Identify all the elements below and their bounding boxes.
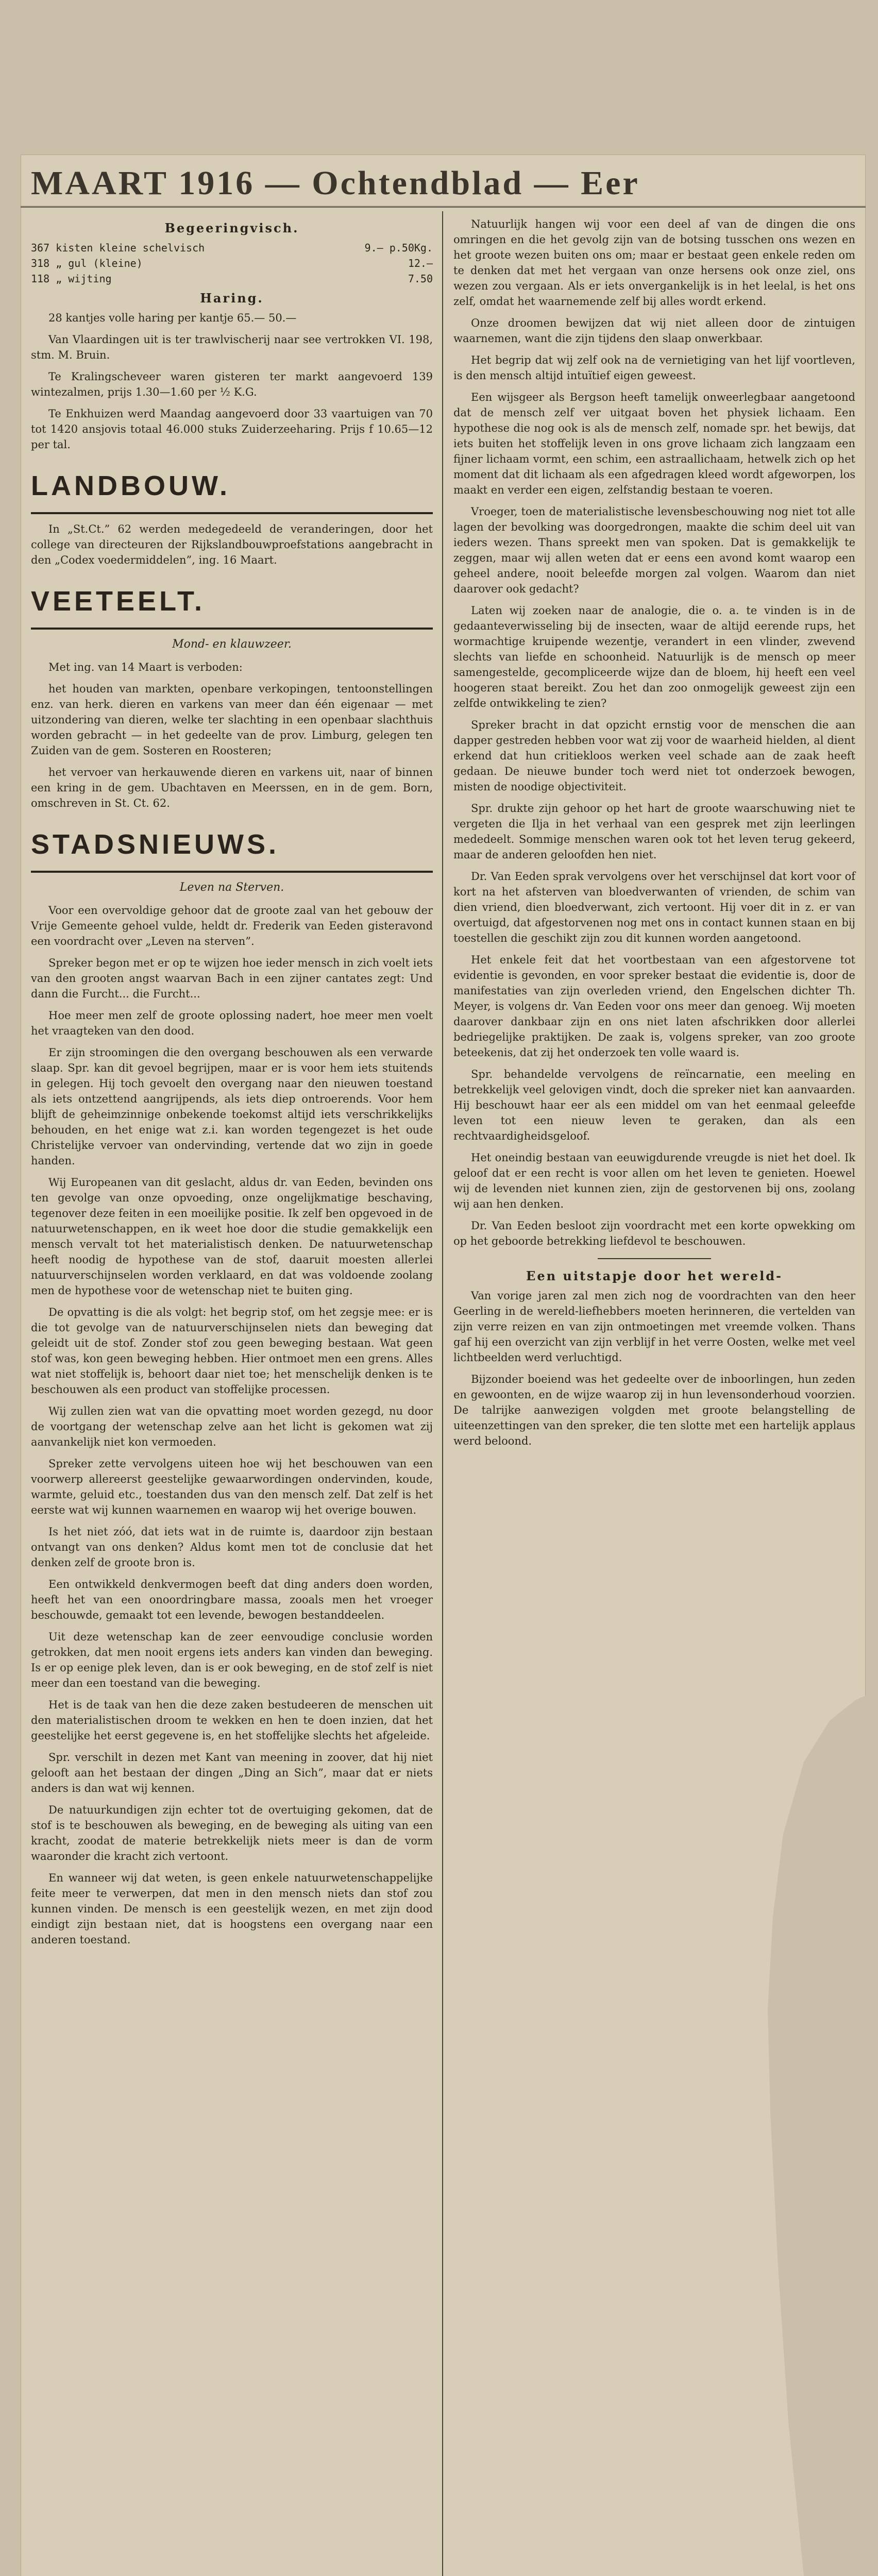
article-paragraph: Is het niet zóó, dat iets wat in de ruimte is, daardoor zijn bestaan ontvangt van ons denken? Aldus komt men tot de conclusie dat het denken zelf de groote bron is.	[31, 1526, 433, 1569]
market-paragraph: Te Kralingscheveer waren gisteren ter markt aangevoerd 139 wintezalmen, prijs 1.30—1.60 per ½ K.G.	[31, 370, 433, 398]
masthead-title: MAART 1916 — Ochtendblad — Eer	[31, 164, 640, 202]
article-paragraph: Spreker bracht in dat opzicht ernstig voor de menschen die aan dapper gestreden hebben voor wat zij voor de waarheid hielden, al dient erkend dat hun critiekloos werken veel schade aan de zaak heeft gedaan. De nieuwe bunder toch werd niet tot onderzoek bewogen, misten de noodige objectiviteit.	[453, 719, 855, 793]
veeteelt-paragraph: het houden van markten, openbare verkopingen, tentoonstellingen enz. van herk. dieren en varkens van meer dan één eigenaar — met uitzondering van dieren, welke ter slachting in een openbaar slachthuis worden gebracht — in het gedeelte van de prov. Limburg, gelegen ten Zuiden van de gem. Sosteren en Roosteren;	[31, 683, 433, 757]
article-paragraph: De natuurkundigen zijn echter tot de overtuiging gekomen, dat de stof is te beschouwen als beweging, en de beweging als uiting van een kracht, zoodat de materie betrekkelijk niets meer is dan de vorm waaronder die kracht zich vertoont.	[31, 1804, 433, 1862]
masthead	[21, 155, 866, 208]
market-row	[31, 256, 433, 271]
article-paragraph: De opvatting is die als volgt: het begrip stof, om het zegsje mee: er is die tot gevolge van de natuurverschijnselen niets dan beweging dat geleidt uit de stof. Zonder stof zou geen beweging bestaan. Wat geen stof was, kon geen beweging hebben. Hier ontmoet men een grens. Alles wat niet stoffelijk is, behoort daar niet toe; het menschelijk denken is te beschouwen als een product van stoffelijke processen.	[31, 1306, 433, 1396]
market-row-price: 9.— p.50Kg.	[364, 242, 433, 254]
section-subtitle: Mond- en klauwzeer.	[172, 638, 292, 651]
article-paragraph: Het is de taak van hen die deze zaken bestudeeren de menschen uit den materialistischen droom te wekken en hen te doen inzien, dat het geestelijke het eerst gegevene is, en het stoffelijke slechts het afgeleide.	[31, 1699, 433, 1742]
market-row-qty: 318 „ gul (kleine)	[31, 257, 143, 269]
market-row-qty: 118 „ wijting	[31, 273, 112, 285]
heading-rule	[31, 871, 433, 873]
article-paragraph: Voor een overvoldige gehoor dat de groote zaal van het gebouw der Vrije Gemeente gehoel vulde, heldt dr. Frederik van Eeden gisteravond een voordracht over „Leven na sterven”.	[31, 904, 433, 947]
article-paragraph: Een ontwikkeld denkvermogen beeft dat ding anders doen worden, heeft het van een onoordringbare massa, zooals men het vroeger beschouwde, gemaakt tot een levende, bewogen bestanddeelen.	[31, 1578, 433, 1621]
article-paragraph: Spr. drukte zijn gehoor op het hart de groote waarschuwing niet te vergeten die Ilja in het verhaal van een gesprek met zijn leerlingen mededeelt. Sommige menschen waren ook tot het leven terug gekeerd, maar de anderen geloofden hen niet.	[453, 802, 855, 861]
market-paragraph: Te Enkhuizen werd Maandag aangevoerd door 33 vaartuigen van 70 tot 1420 ansjovis totaal 46.000 stuks Zuiderzeeharing. Prijs f 10.65—12 per tal.	[31, 408, 433, 451]
market-row-price: 7.50	[408, 273, 433, 285]
market-row-price: 12.—	[408, 257, 433, 269]
article-paragraph: Laten wij zoeken naar de analogie, die o. a. te vinden is in de gedaanteverwisseling bij de insecten, waar de altijd eerende rups, het wormachtige kruipende wezentje, verandert in een vlinder, zwevend slechts van liefde en schoonheid. Natuurlijk is de mensch op meer samengestelde, gecompliceerde wijze dan de bloem, hij heeft een veel hoogeren staat bereikt. Zou het dan zoo onmogelijk geweest zijn een zelfde ontwikkeling te zien?	[453, 604, 855, 709]
market-paragraph: Van Vlaardingen uit is ter trawlvischerij naar see vertrokken VI. 198, stm. M. Bruin.	[31, 333, 433, 361]
article-paragraph: Uit deze wetenschap kan de zeer eenvoudige conclusie worden getrokken, dat men nooit ergens iets anders kan vinden dan beweging. Is er op eenige plek leven, dan is er ook beweging, en de stof zelf is niet meer dan een toestand van die beweging.	[31, 1631, 433, 1689]
uitstapje-paragraph: Bijzonder boeiend was het gedeelte over de inboorlingen, hun zeden en gewoonten, en de wijze waarop zij in hun levensonderhoud voorzien. De talrijke aanwezigen volgden met groote belangstelling de uiteenzettingen van den spreker, die ten slotte met een hartelijk applaus werd beloond.	[453, 1373, 855, 1447]
haring-text: 28 kantjes volle haring per kantje 65.— 50.—	[48, 312, 297, 324]
section-heading: VEETEELT.	[31, 586, 206, 617]
article-paragraph: Hoe meer men zelf de groote oplossing nadert, hoe meer men voelt het vraagteken van den dood.	[31, 1009, 433, 1037]
market-reports	[31, 221, 433, 452]
column-divider	[442, 211, 443, 2576]
heading-rule	[31, 628, 433, 630]
landbouw-text: In „St.Ct.” 62 werden medegedeeld de veranderingen, door het college van directeuren der Rijkslandbouwproefstations aangebracht in den „Codex voedermiddelen”, ing. 16 Maart.	[31, 523, 433, 566]
uitstapje-paragraph: Van vorige jaren zal men zich nog de voordrachten van den heer Geerling in de wereld-liefhebbers moeten herinneren, die vertelden van zijn verre reizen en van zijn ontmoetingen met vreemde volken. Thans gaf hij een overzicht van zijn verblijf in het verre Oosten, welke met veel lichtbeelden werd verluchtigd.	[453, 1290, 855, 1364]
veeteelt-paragraph: Met ing. van 14 Maart is verboden:	[48, 661, 243, 673]
section-landbouw	[31, 468, 433, 568]
newspaper-clipping	[21, 155, 866, 2576]
article-paragraph: Spreker zette vervolgens uiteen hoe wij het beschouwen van een voorwerp allereerst geestelijke gewaarwordingen ondervinden, koude, warmte, geluid etc., toestanden dus van den mensch zelf. Dat zelf is het eerste wat wij kunnen waarnemen en waarop wij het overige bouwen.	[31, 1458, 433, 1516]
article-paragraph: Spr. behandelde vervolgens de reïncarnatie, een meeling en betrekkelijk veel gelovigen vindt, doch die spreker niet kan aanvaarden. Hij beschouwt haar eer als een middel om van het eenmaal geleefde leven tot een nieuw leven te geraken, dan als een rechtvaardigheidsgeloof.	[453, 1068, 855, 1142]
section-veeteelt	[31, 583, 433, 811]
right-column	[453, 216, 855, 1455]
section-heading: STADSNIEUWS.	[31, 829, 280, 860]
article-paragraph: Spr. verschilt in dezen met Kant van meening in zoover, dat hij niet gelooft aan het bestaan der dingen „Ding an Sich”, maar dat er niets anders is dan wat wij kennen.	[31, 1751, 433, 1794]
article-paragraph: En wanneer wij dat weten, is geen enkele natuurwetenschappelijke feite meer te verwerpen, dat men in den mensch niets dan stof zou kunnen vinden. De mensch is een geestelijk wezen, en met zijn dood eindigt zijn bestaan niet, dat is hoogstens een overgang naar een anderen toestand.	[31, 1872, 433, 1946]
article-separator	[598, 1258, 711, 1259]
article-paragraph: Spreker begon met er op te wijzen hoe ieder mensch in zich voelt iets van den grooten angst waarvan Bach in een zijner cantates zegt: Und dann die Furcht... die Furcht...	[31, 957, 433, 1000]
article-paragraph: Natuurlijk hangen wij voor een deel af van de dingen die ons omringen en die het gevolg zijn van de botsing tusschen ons wezen en het groote wezen buiten ons om; maar er bestaat geen enkele reden om te denken dat met het vergaan van onze hersens ook onze ziel, ons wezen zou vergaan. Als er iets onvergankelijk is in het leelal, is het ons zelf, omdat het waarnemende zelf bij alles wordt erkend.	[453, 218, 855, 308]
veeteelt-paragraph: het vervoer van herkauwende dieren en varkens uit, naar of binnen een kring in de gem. Ubachtaven en Meerssen, en in de gem. Born, omschreven in St. Ct. 62.	[31, 766, 433, 809]
article-paragraph: Een wijsgeer als Bergson heeft tamelijk onweerlegbaar aangetoond dat de mensch zelf ver uitgaat boven het physiek lichaam. Een hypothese die nog ook is als de mensch zelf, nomade spr. het bewijs, dat iets buiten het stoffelijk leven in ons grove lichaam zich langzaam een fijner lichaam vormt, een schim, een astraallichaam, hetwelk zich op het moment dat dit lichaam als een afgedragen kleed wordt afgeworpen, los maakt en verder een eigen, zelfstandig bestaan te voeren.	[453, 391, 855, 496]
market-row	[31, 240, 433, 256]
article-paragraph: Dr. Van Eeden besloot zijn voordracht met een korte opwekking om op het geboorde betrekking liefdevol te beschouwen.	[453, 1219, 855, 1247]
article-paragraph: Het begrip dat wij zelf ook na de vernietiging van het lijf voortleven, is den mensch altijd intuïtief eigen geweest.	[453, 354, 855, 382]
section-subtitle: Leven na Sterven.	[179, 881, 284, 894]
haring-heading: Haring.	[200, 291, 264, 306]
uitstapje-heading: Een uitstapje door het wereld-	[526, 1268, 783, 1283]
article-paragraph: Het oneindig bestaan van eeuwigdurende vreugde is niet het doel. Ik geloof dat er een recht is voor allen om het leven te genieten. Hoewel wij de levenden niet kunnen zien, zijn de gestorvenen bij ons, zoolang wij aan hen denken.	[453, 1151, 855, 1210]
article-paragraph: Wij Europeanen van dit geslacht, aldus dr. van Eeden, bevinden ons ten gevolge van onze opvoeding, onze ongelijkmatige beschaving, tegenover deze feiten in een moeilijke positie. Ik zelf ben opgevoed in de natuurwetenschappen, en ik weet hoe door die studie gemakkelijk een mensch vervalt tot het materialistisch denken. De natuurwetenschap heeft noodig de hypothese van de stof, daaruit moesten allerlei natuurverschijnselen worden verklaard, en dat was voldoende zoolang men de hypothese voor de wetenschap niet te buiten ging.	[31, 1176, 433, 1297]
article-paragraph: Er zijn stroomingen die den overgang beschouwen als een verwarde slaap. Spr. kan dit gevoel begrijpen, maar er is voor hem iets stuitends in gelegen. Hij toch gevoelt den overgang naar den nieuwen toestand als iets ontzettend aangrijpends, als iets diep ontroerends. Voor hem blijft de geheimzinnige onbekende toekomst altijd iets verschrikkelijks behouden, en het enige wat z.i. kan worden tegengezet is het oude Christelijke vervoer van ondervinding, vertende dat wo zijn in goede handen.	[31, 1046, 433, 1167]
section-heading: LANDBOUW.	[31, 470, 230, 501]
market-row-qty: 367 kisten kleine schelvisch	[31, 242, 205, 254]
market-heading: Begeeringvisch.	[164, 221, 299, 235]
heading-rule	[31, 512, 433, 514]
market-row	[31, 271, 433, 286]
article-paragraph: Wij zullen zien wat van die opvatting moet worden gezegd, nu door de voortgang der wetenschap zelve aan het licht is gekomen wat zij aanvankelijk niet kon vermoeden.	[31, 1405, 433, 1448]
article-paragraph: Het enkele feit dat het voortbestaan van een afgestorvene tot evidentie is gevonden, en voor spreker bestaat die evidentie is, door de manifestaties van zijn overleden vriend, den Engelschen dichter Th. Meyer, is volgens dr. Van Eeden voor ons meer dan genoeg. Wij moeten daarover dankbaar zijn en ons niet laten afschrikken door allerlei bedriegelijke praktijken. De zaak is, volgens spreker, van zoo groote beteekenis, dat zij het onderzoek ten volle waard is.	[453, 954, 855, 1059]
article-paragraph: Vroeger, toen de materialistische levensbeschouwing nog niet tot alle lagen der bevolking was doorgedrongen, maakte die schim deel uit van ieders wezen. Thans spreekt men van spoken. Dat is gemakkelijk te zeggen, maar wij allen weten dat er eens een avond komt waarop een geheel andere, nooit beleefde morgen zal volgen. Waarom dan niet daarover ook gedacht?	[453, 505, 855, 595]
section-stadsnieuws	[31, 826, 433, 1947]
left-column	[31, 216, 433, 1961]
article-paragraph: Dr. Van Eeden sprak vervolgens over het verschijnsel dat kort voor of kort na het afsterven van bloedverwanten of vrienden, de schim van dien vriend, dien bloedverwant, zich vertoont. Hij voer dit in z. er van overtuigd, dat afgestorvenen nog met ons in contact kunnen staan en bij toestellen die geschikt zijn zou dit kunnen worden aangetoond.	[453, 870, 855, 944]
article-paragraph: Onze droomen bewijzen dat wij niet alleen door de zintuigen waarnemen, want die zijn tijdens den slaap onwerkbaar.	[453, 317, 855, 345]
